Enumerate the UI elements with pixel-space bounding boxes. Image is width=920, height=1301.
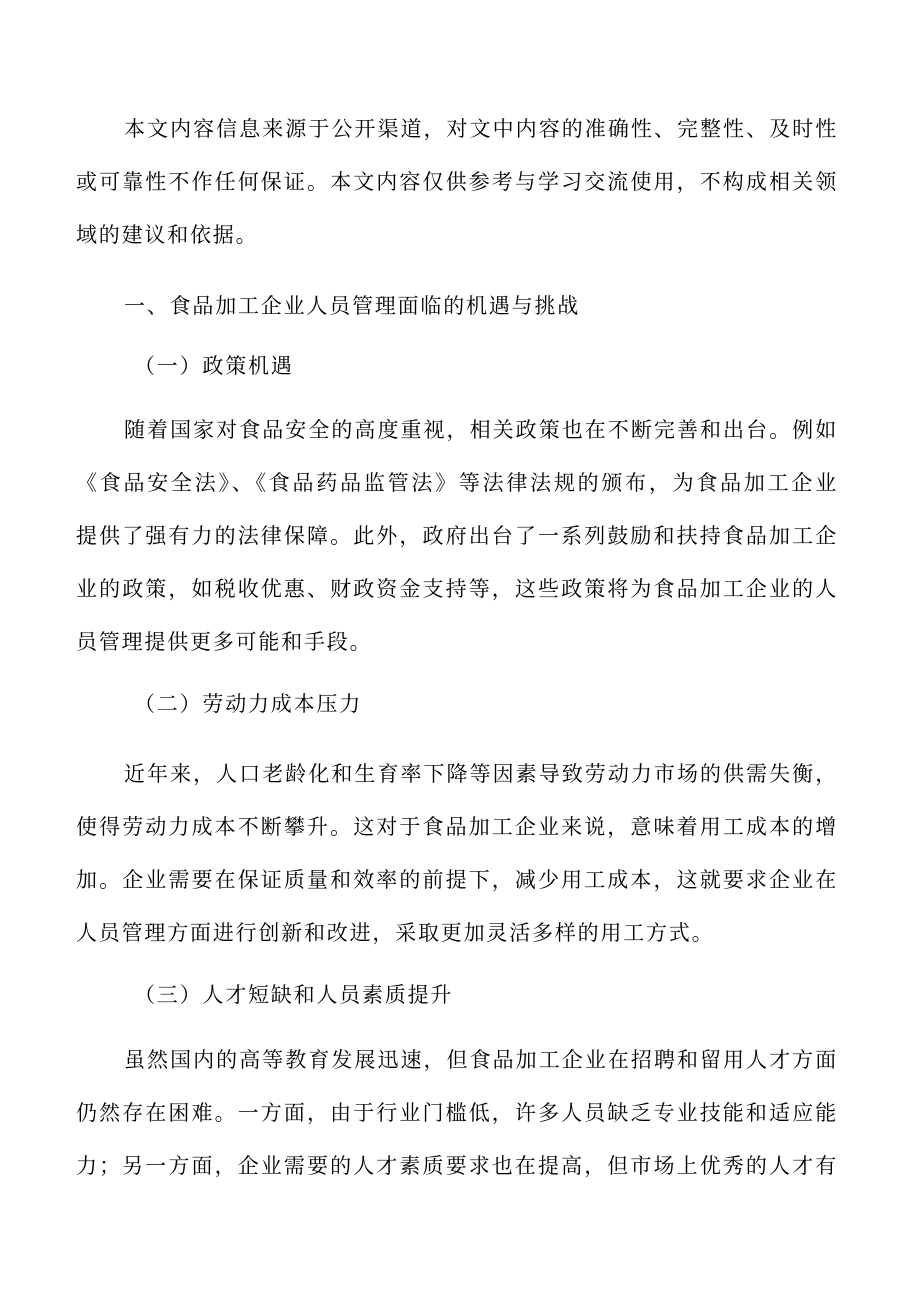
paragraph-line: 业的政策，如税收优惠、财政资金支持等，这些政策将为食品加工企业的人 <box>76 577 838 601</box>
subsection-heading: （二）劳动力成本压力 <box>134 692 362 716</box>
paragraph-line: 力；另一方面，企业需要的人才素质要求也在提高，但市场上优秀的人才有 <box>76 1154 838 1178</box>
subsection-paragraph <box>76 748 838 960</box>
subsection-paragraph <box>76 1034 838 1193</box>
paragraph-line: 人员管理方面进行创新和改进，采取更加灵活多样的用工方式。 <box>76 921 715 945</box>
subsection-heading: （三）人才短缺和人员素质提升 <box>134 983 454 1007</box>
subsection-heading-block <box>76 340 838 393</box>
paragraph-line: 加。企业需要在保证质量和效率的前提下，减少用工成本，这就要求企业在 <box>76 868 838 892</box>
disclaimer-paragraph <box>76 103 838 262</box>
paragraph-line: 使得劳动力成本不断攀升。这对于食品加工企业来说，意味着用工成本的增 <box>76 815 838 839</box>
section-heading: 一、食品加工企业人员管理面临的机遇与挑战 <box>124 294 580 318</box>
paragraph-line: 虽然国内的高等教育发展迅速，但食品加工企业在招聘和留用人才方面 <box>124 1048 838 1072</box>
paragraph-line: 《食品安全法》、《食品药品监管法》等法律法规的颁布，为食品加工企业 <box>76 471 838 495</box>
paragraph-line: 域的建议和依据。 <box>76 223 259 247</box>
paragraph-line: 随着国家对食品安全的高度重视，相关政策也在不断完善和出台。例如 <box>124 418 838 442</box>
paragraph-line: 本文内容信息来源于公开渠道，对文中内容的准确性、完整性、及时性 <box>124 117 838 141</box>
paragraph-line: 或可靠性不作任何保证。本文内容仅供参考与学习交流使用，不构成相关领 <box>76 170 838 194</box>
subsection-heading-block <box>76 678 838 731</box>
paragraph-line: 提供了强有力的法律保障。此外，政府出台了一系列鼓励和扶持食品加工企 <box>76 524 838 548</box>
section-heading-block <box>76 280 838 333</box>
paragraph-line: 近年来，人口老龄化和生育率下降等因素导致劳动力市场的供需失衡， <box>124 762 838 786</box>
paragraph-line: 员管理提供更多可能和手段。 <box>76 630 373 654</box>
subsection-heading: （一）政策机遇 <box>134 354 294 378</box>
subsection-paragraph <box>76 404 838 669</box>
paragraph-line: 仍然存在困难。一方面，由于行业门槛低，许多人员缺乏专业技能和适应能 <box>76 1101 838 1125</box>
subsection-heading-block <box>76 969 838 1022</box>
